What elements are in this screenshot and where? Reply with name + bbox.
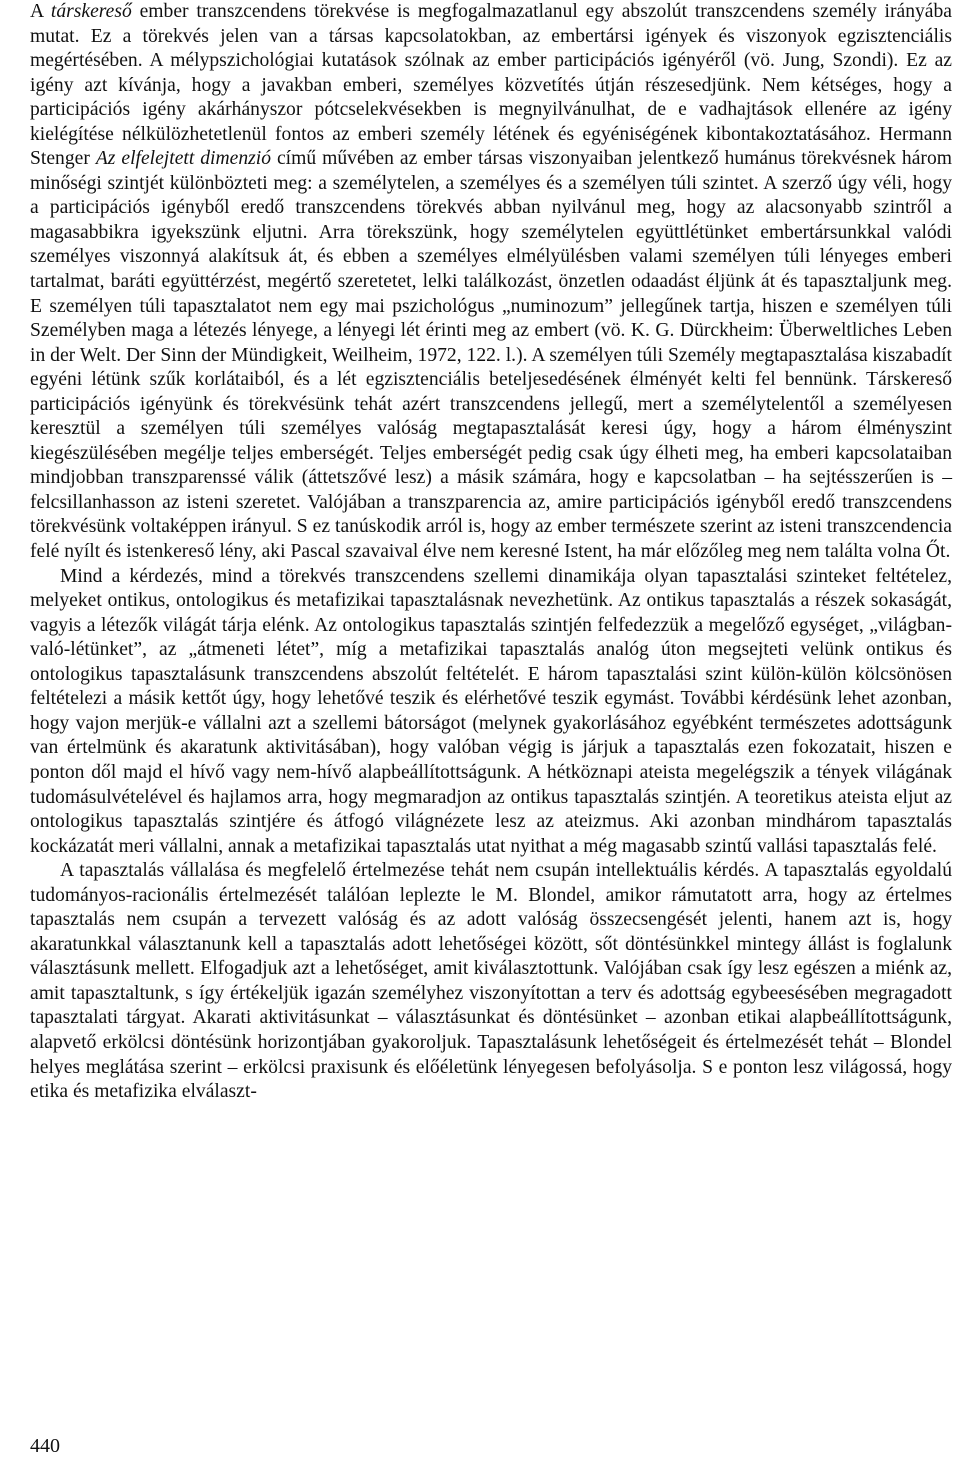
text-segment: Mind a kérdezés, mind a törekvés transzcendens szellemi dinamikája olyan tapasztalási szinteket feltételez, melyeket ontikus, ontologikus és metafizikai tapasztalásnak nevezhetünk. Az ontikus tapasztalás a részek sokaságát, vagyis a létezők világát tárja elénk. Az ontologikus tapasztalás szintjén felfedezzük a megelőző egységet, „világban-való-létünket”, az „átmeneti létet”, míg a metafizikai tapasztalás analóg úton megsejteti velünk ontikus és ontologikus tapasztalásunk transzcendens abszolút feltételét. E három tapasztalási szint külön-külön kölcsönösen feltételezi a másik kettőt úgy, hogy lehetővé teszik és elérhetővé teszik egymást. További kérdésünk lehet azonban, hogy vajon merjük-e vállalni azt a szellemi bátorságot (melynek gyakorlásához egyébként természetes adottságunk van értelmünk és akaratunk aktivitásában), hogy valóban végig is járjuk a tapasztalás ezen fokozatait, hiszen e ponton dől majd el hívő vagy nem-hívő alapbeállítottságunk. A hétköznapi ateista megelégszik a tények világának tudomásulvételével és hajlamos arra, hogy megmaradjon az ontikus tapasztalás szintjén. A teoretikus ateista eljut az ontologikus tapasztalás szintjére és átfogó világnézete lesz az ateizmus. Aki azonban mindhárom tapasztalás kockázatát meri vállalni, annak a metafizikai tapasztalás utat nyithat a még magasabb szintű vallási tapasztalás felé. — [30, 565, 952, 857]
paragraph-3 — [30, 859, 952, 1104]
text-segment: című művében az ember társas viszonyaiban jelentkező humánus törekvésnek három minőségi szintjét különbözteti meg: a személytelen, a személyes és a személyen túli szintet. A szerző úgy véli, hogy a participációs igényből eredő transzcendens törekvés abban nyilvánul meg, hogy az alacsonyabb szintről a magasabbikra igyekszünk eljutni. Arra törekszünk, hogy személytelen együttlétünket embertársunkkal valódi személyes viszonnyá alakítsuk át, és ebben a személyes elmélyülésben valami személyen túli lényeges emberi tartalmat, baráti együttérzést, megértő szeretetet, lelki találkozást, önzetlen odaadást éljünk át és tapasztaljunk meg. E személyen túli tapasztalatot nem egy mai pszichológus „numinozum” jellegűnek tartja, hiszen e személyen túli Személyben maga a létezés lényege, a lényegi lét érinti meg az embert (vö. K. G. Dürckheim: Überweltliches Leben in der Welt. Der Sinn der Mündigkeit, Weilheim, 1972, 122. l.). A személyen túli Személy megtapasztalása kiszabadít egyéni létünk szűk korlátaiból, és a lét egzisztenciális beteljesedésének élményét kelti fel bennünk. Társkereső participációs igényünk és törekvésünk tehát azért transzcendens jellegű, mert a személytelentől a személyesen keresztül a személyen túli személyes valóság megtapasztalását keresi úgy, hogy a három élményszint kiegészülésében megélje teljes emberségét. Teljes emberségét pedig csak úgy élheti meg, ha emberi kapcsolataiban mindjobban transzparenssé válik (áttetszővé lesz) a másik számára, hogy e kapcsolatban – ha sejtésszerűen is – felcsillanhasson az isteni szeretet. Valójában a transzparencia az, amire participációs igényből eredő transzcendens törekvésünk voltaképpen irányul. S ez tanúskodik arról is, hogy az ember természete szerint az isteni transzcendencia felé nyílt és istenkereső lény, aki Pascal szavaival élve nem keresné Istent, ha már előzőleg meg nem találta volna Őt. — [30, 148, 952, 563]
document-page — [30, 0, 952, 1462]
text-segment: ember transzcendens törekvése is megfogalmazatlanul egy abszolút transzcendens személy irányába mutat. Ez a törekvés jelen van a társas kapcsolatokban, az embertársi igények és viszonyok egzisztenciális megértésében. A mélypszichológiai kutatások szólnak az ember participációs igényéről (vö. Jung, Szondi). Ez az igény azt kívánja, hogy a javakban emberi, személyes közvetítés útján részesedjünk. Nem kétséges, hogy a participációs igény akárhányszor pótcselekvésekben is megnyilvánulhat, de e vadhajtások ellenére az igény kielégítése nélkülözhetetlenül fontos az emberi személy létének és egyéniségének kibontakoztatásához. Hermann Stenger — [30, 1, 952, 170]
paragraph-2 — [30, 565, 952, 860]
italic-term-tarskereso: társkereső — [50, 1, 132, 22]
text-segment: A tapasztalás vállalása és megfelelő értelmezése tehát nem csupán intellektuális kérdés. A tapasztalás egyoldalú tudományos-racionális értelmezését találóan leplezte le M. Blondel, amikor rámutatott arra, hogy az értelmes tapasztalás nem csupán a tervezett valóság és az adott valóság összecsengését jelenti, hanem azt is, hogy akaratunkkal választanunk kell a tapasztalás adott lehetőségei között, sőt döntésünkkel mintegy állást is foglalunk választásunk mellett. Elfogadjuk azt a lehetőséget, amit kiválasztottunk. Valójában csak így lesz egészen a miénk az, amit tapasztaltunk, s így értékeljük igazán személyhez viszonyítottan a terv és adottság egybeesésében megragadott tapasztalati tárgyat. Akarati aktivitásunkat – választásunkat és döntésünket – azonban etikai alapbeállítottságunk, alapvető erkölcsi döntésünk horizontjában gyakoroljuk. Tapasztalásunk lehetőségeit és értelmezését tehát – Blondel helyes meglátása szerint – erkölcsi praxisunk és előéletünk lényegesen befolyásolja. S e ponton lesz világossá, hogy etika és metafizika elválaszt- — [30, 860, 952, 1103]
paragraph-1 — [30, 0, 952, 565]
italic-book-title: Az elfelejtett dimenzió — [95, 148, 271, 170]
page-number: 440 — [30, 1435, 60, 1457]
text-segment: A — [30, 1, 51, 22]
